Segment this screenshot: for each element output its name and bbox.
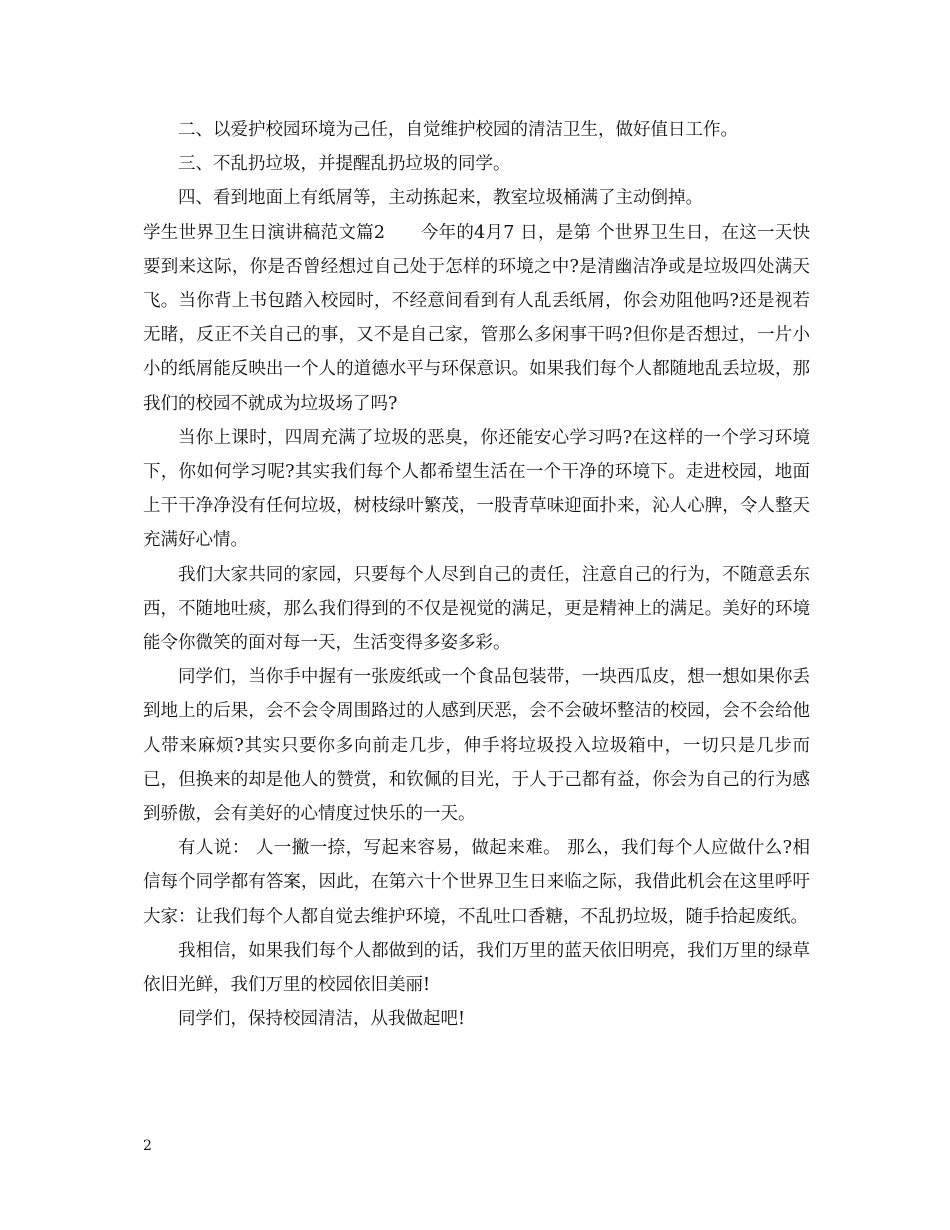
- paragraph-rule-3: 三、不乱扔垃圾，并提醒乱扔垃圾的同学。: [178, 154, 511, 175]
- document-body: [143, 113, 810, 1036]
- paragraph-body: 我相信，如果我们每个人都做到的话，我们万里的蓝天依旧明亮，我们万里的绿草依旧光鲜，我们万里的校园依旧美丽!: [143, 940, 810, 996]
- paragraph-speech-2-intro: 学生世界卫生日演讲稿范文篇2 今年的4月7 日，是第 个世界卫生日，在这一天快要到来这际，你是否曾经想过自己处于怎样的环境之中?是清幽洁净或是垃圾四处满天飞。当你背上书包踏入校园时，不经意间看到有人乱丢纸屑，你会劝阻他吗?还是视若无睹，反正不关自己的事，又不是自己家，管那么多闲事干吗?但你是否想过，一片小小的纸屑能反映出一个人的道德水平与环保意识。如果我们每个人都随地乱丢垃圾，那我们的校园不就成为垃圾场了吗?: [143, 222, 810, 414]
- paragraph-rule-4: 四、看到地面上有纸屑等，主动拣起来，教室垃圾桶满了主动倒掉。: [178, 188, 703, 209]
- paragraph-body: 我们大家共同的家园，只要每个人尽到自己的责任，注意自己的行为，不随意丢东西，不随地吐痰，那么我们得到的不仅是视觉的满足，更是精神上的满足。美好的环境能令你微笑的面对每一天，生活变得多姿多彩。: [143, 564, 810, 654]
- paragraph-body: 当你上课时，四周充满了垃圾的恶臭，你还能安心学习吗?在这样的一个学习环境下，你如何学习呢?其实我们每个人都希望生活在一个干净的环境下。走进校园，地面上干干净净没有任何垃圾，树枝绿叶繁茂，一股青草味迎面扑来，沁人心脾，令人整天充满好心情。: [143, 427, 810, 551]
- page-number: 2: [143, 1138, 152, 1154]
- paragraph-body: 有人说： 人一撇一捺，写起来容易，做起来难。 那么，我们每个人应做什么?相信每个同学都有答案，因此，在第六十个世界卫生日来临之际，我借此机会在这里呼吁大家：让我们每个人都自觉去维护环境，不乱吐口香糖，不乱扔垃圾，随手拾起废纸。: [143, 838, 810, 927]
- paragraph-rule-2: 二、以爱护校园环境为己任，自觉维护校园的清洁卫生，做好值日工作。: [178, 120, 738, 140]
- paragraph-body: 同学们，当你手中握有一张废纸或一个食品包装带，一块西瓜皮，想一想如果你丢到地上的后果，会不会令周围路过的人感到厌恶，会不会破坏整洁的校园，会不会给他人带来麻烦?其实只要你多向前走几步，伸手将垃圾投入垃圾箱中，一切只是几步而已，但换来的却是他人的赞赏，和钦佩的目光，于人于己都有益，你会为自己的行为感到骄傲，会有美好的心情度过快乐的一天。: [143, 667, 810, 825]
- paragraph-closing: 同学们，保持校园清洁，从我做起吧!: [178, 1009, 466, 1030]
